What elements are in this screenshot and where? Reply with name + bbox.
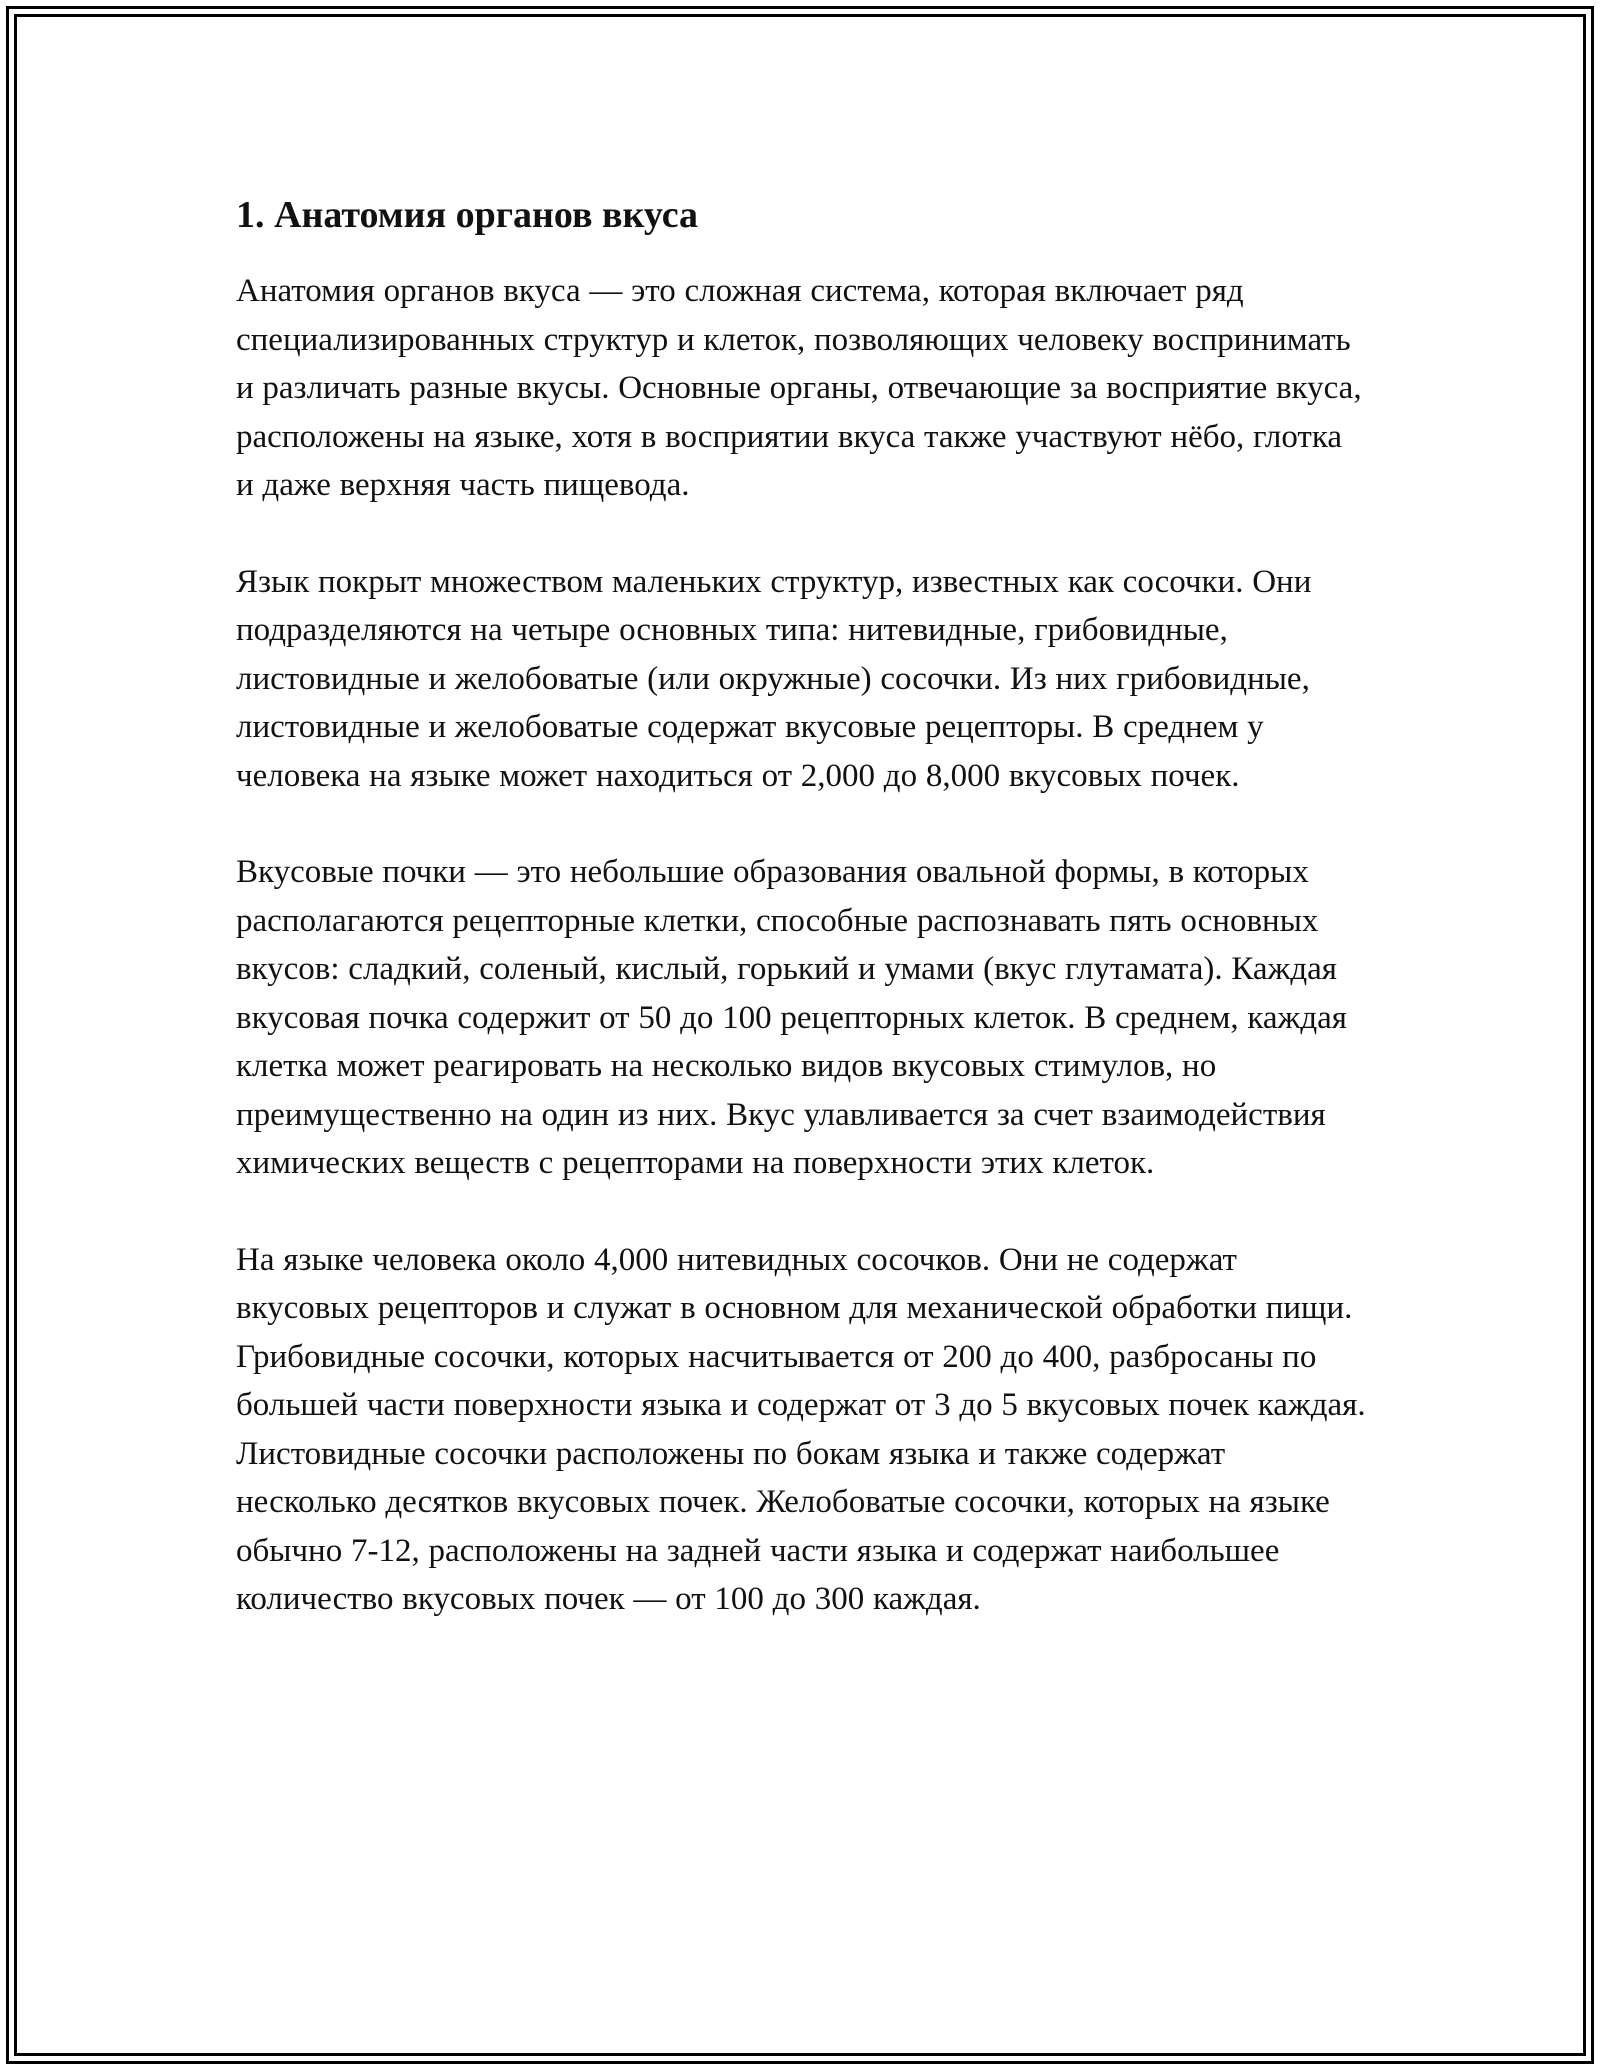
paragraph-papillae-types: Язык покрыт множеством маленьких структур, известных как сосочки. Они подразделяются на четыре основных типа: нитевидные, грибовидные, листовидные и желобоватые (или окружные) сосочки. Из них грибовидные, листовидные и желобоватые содержат вкусовые рецепторы. В среднем у человека на языке может находиться от 2,000 до 8,000 вкусовых почек. [236, 563, 1312, 794]
paragraph-papillae-counts: На языке человека около 4,000 нитевидных сосочков. Они не содержат вкусовых рецепторов и служат в основном для механической обработки пищи. Грибовидные сосочки, которых насчитывается от 200 до 400, разбросаны по большей части поверхности языка и содержат от 3 до 5 вкусовых почек каждая. Листовидные сосочки расположены по бокам языка и также содержат несколько десятков вкусовых почек. Желобоватые сосочки, которых на языке обычно 7-12, расположены на задней части языка и содержат наибольшее количество вкусовых почек — от 100 до 300 каждая. [236, 1241, 1366, 1617]
section-heading: 1. Анатомия органов вкуса [236, 194, 699, 236]
document-body [236, 185, 1366, 1624]
paragraph-taste-buds: Вкусовые почки — это небольшие образования овальной формы, в которых располагаются рецепторные клетки, способные распознавать пять основных вкусов: сладкий, соленый, кислый, горький и умами (вкус глутамата). Каждая вкусовая почка содержит от 50 до 100 рецепторных клеток. В среднем, каждая клетка может реагировать на несколько видов вкусовых стимулов, но преимущественно на один из них. Вкус улавливается за счет взаимодействия химических веществ с рецепторами на поверхности этих клеток. [236, 854, 1347, 1181]
paragraph-anatomy-intro: Анатомия органов вкуса — это сложная система, которая включает ряд специализированных структур и клеток, позволяющих человеку воспринимать и различать разные вкусы. Основные органы, отвечающие за восприятие вкуса, расположены на языке, хотя в восприятии вкуса также участвуют нёбо, глотка и даже верхняя часть пищевода. [236, 273, 1362, 503]
